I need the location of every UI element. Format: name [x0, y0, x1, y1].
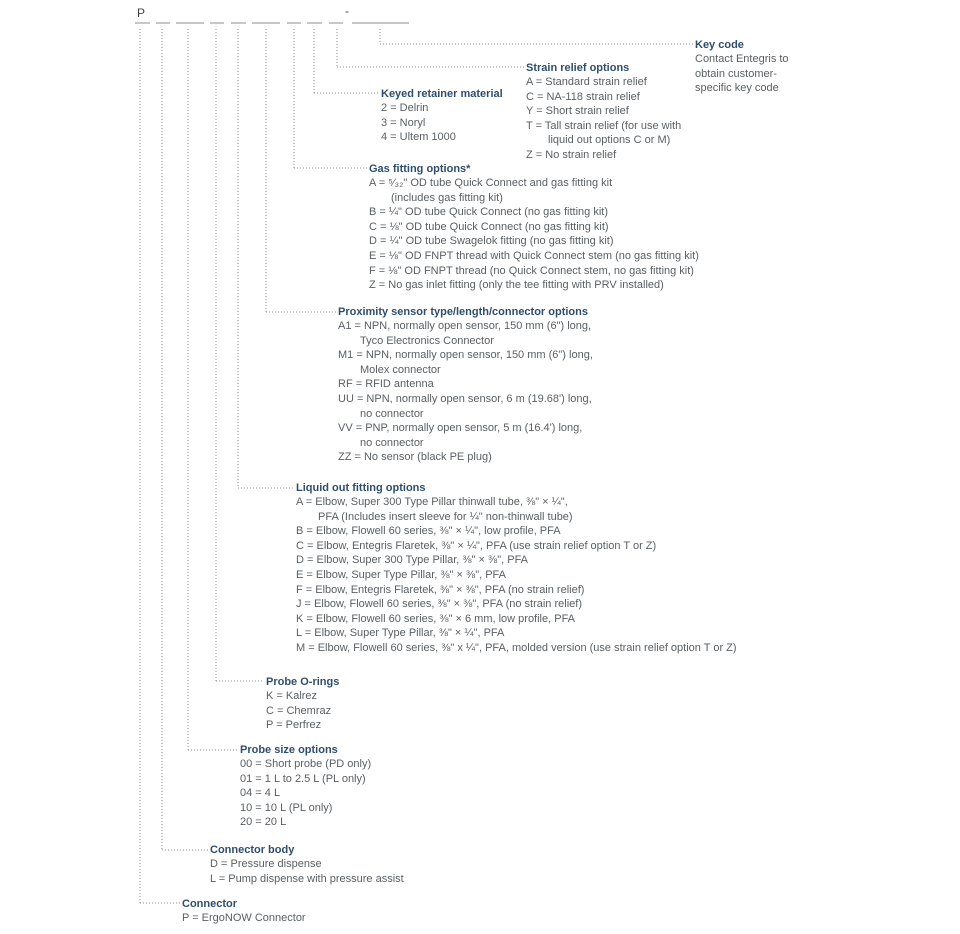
section-title: Strain relief options — [526, 62, 630, 74]
option-line: 01 = 1 L to 2.5 L (PL only) — [240, 772, 366, 785]
option-line: K = Kalrez — [266, 690, 318, 702]
option-line: M1 = NPN, normally open sensor, 150 mm (6") long, — [338, 349, 593, 362]
option-line: J = Elbow, Flowell 60 series, ⅜" × ⅜", PFA (no strain relief) — [296, 598, 582, 611]
section-strain-relief — [526, 61, 681, 163]
section-title: Connector — [182, 898, 237, 910]
section-proximity-sensor — [338, 305, 593, 465]
section-keyed-retainer — [381, 87, 503, 145]
section-gas-fitting — [369, 162, 699, 293]
option-line: K = Elbow, Flowell 60 series, ⅜" × 6 mm, low profile, PFA — [296, 612, 576, 625]
option-line: L = Elbow, Super Type Pillar, ⅜" × ¼", PFA — [296, 627, 505, 640]
option-line: Tyco Electronics Connector — [360, 334, 494, 347]
option-line: ZZ = No sensor (black PE plug) — [338, 451, 492, 464]
section-title: Probe O-rings — [266, 676, 340, 688]
option-line: P = Perfrez — [266, 719, 322, 732]
section-options — [369, 176, 699, 293]
option-line: Molex connector — [360, 363, 441, 376]
section-liquid-out — [296, 481, 737, 656]
option-line: no connector — [360, 436, 424, 449]
option-line: specific key code — [695, 82, 779, 95]
option-line: C = ⅛" OD tube Quick Connect (no gas fitting kit) — [369, 220, 609, 233]
option-line: D = Elbow, Super 300 Type Pillar, ⅜" × ⅜", PFA — [296, 554, 529, 567]
section-title: Probe size options — [240, 744, 338, 756]
option-line: obtain customer- — [695, 67, 777, 80]
section-title: Connector body — [210, 844, 295, 856]
option-line: 00 = Short probe (PD only) — [240, 758, 372, 770]
section-options — [182, 911, 306, 926]
option-line: C = Elbow, Entegris Flaretek, ⅜" × ¼", PFA (use strain relief option T or Z) — [296, 539, 657, 552]
option-line: VV = PNP, normally open sensor, 5 m (16.4') long, — [338, 422, 583, 435]
section-options — [381, 101, 503, 145]
section-connector-body — [210, 843, 404, 886]
option-line: E = ⅛" OD FNPT thread with Quick Connect stem (no gas fitting kit) — [369, 249, 699, 262]
option-line: Z = No gas inlet fitting (only the tee fitting with PRV installed) — [369, 279, 664, 292]
code-dash: - — [345, 4, 349, 18]
section-options — [296, 495, 737, 656]
option-line: PFA (Includes insert sleeve for ¼" non-thinwall tube) — [318, 510, 573, 523]
option-line: A = Elbow, Super 300 Type Pillar thinwall tube, ⅜" × ¼", — [296, 496, 568, 508]
section-title: Proximity sensor type/length/connector options — [338, 306, 588, 318]
option-line: F = Elbow, Entegris Flaretek, ⅜" × ⅜", PFA (no strain relief) — [296, 583, 585, 596]
option-line: B = Elbow, Flowell 60 series, ⅜" × ¼", low profile, PFA — [296, 525, 561, 538]
option-line: L = Pump dispense with pressure assist — [210, 872, 404, 885]
option-line: Y = Short strain relief — [526, 105, 629, 118]
option-line: 4 = Ultem 1000 — [381, 131, 456, 144]
option-line: Contact Entegris to — [695, 53, 789, 65]
option-line: UU = NPN, normally open sensor, 6 m (19.68') long, — [338, 392, 592, 405]
option-line: 20 = 20 L — [240, 816, 287, 829]
option-line: T = Tall strain relief (for use with — [526, 119, 682, 132]
option-line: no connector — [360, 407, 424, 420]
section-options — [266, 689, 339, 733]
section-options — [210, 857, 404, 886]
section-options — [338, 319, 593, 465]
option-line: 10 = 10 L (PL only) — [240, 801, 333, 814]
option-line: B = ¼" OD tube Quick Connect (no gas fitting kit) — [369, 206, 608, 219]
option-line: A = ⁵⁄₃₂" OD tube Quick Connect and gas fitting kit — [369, 177, 613, 189]
section-probe-orings — [266, 675, 339, 733]
section-title: Liquid out fitting options — [296, 482, 426, 494]
section-key-code — [695, 38, 789, 96]
option-line: C = Chemraz — [266, 704, 332, 717]
section-probe-size — [240, 743, 371, 830]
option-line: P = ErgoNOW Connector — [182, 912, 306, 924]
option-line: M = Elbow, Flowell 60 series, ⅜" x ¼", PFA, molded version (use strain relief option T or Z) — [296, 641, 737, 654]
option-line: liquid out options C or M) — [548, 134, 671, 147]
section-options — [240, 757, 371, 830]
option-line: D = ¼" OD tube Swagelok fitting (no gas fitting kit) — [369, 235, 614, 248]
option-line: 2 = Delrin — [381, 102, 429, 114]
option-line: 04 = 4 L — [240, 787, 281, 800]
section-options — [695, 52, 789, 96]
option-line: (includes gas fitting kit) — [391, 191, 503, 204]
code-prefix-letter: P — [137, 6, 146, 20]
section-options — [526, 75, 681, 163]
option-line: F = ⅛" OD FNPT thread (no Quick Connect stem, no gas fitting kit) — [369, 264, 694, 277]
option-line: D = Pressure dispense — [210, 858, 322, 870]
section-title: Key code — [695, 39, 744, 51]
option-line: Z = No strain relief — [526, 148, 617, 161]
option-line: C = NA-118 strain relief — [526, 90, 640, 103]
option-line: 3 = Noryl — [381, 116, 426, 129]
option-line: RF = RFID antenna — [338, 378, 434, 391]
option-line: A = Standard strain relief — [526, 76, 647, 88]
section-connector — [182, 897, 306, 926]
section-title: Keyed retainer material — [381, 88, 503, 100]
section-title: Gas fitting options* — [369, 163, 471, 175]
option-line: A1 = NPN, normally open sensor, 150 mm (6") long, — [338, 320, 592, 332]
option-line: E = Elbow, Super Type Pillar, ⅜" × ⅜", PFA — [296, 568, 506, 581]
